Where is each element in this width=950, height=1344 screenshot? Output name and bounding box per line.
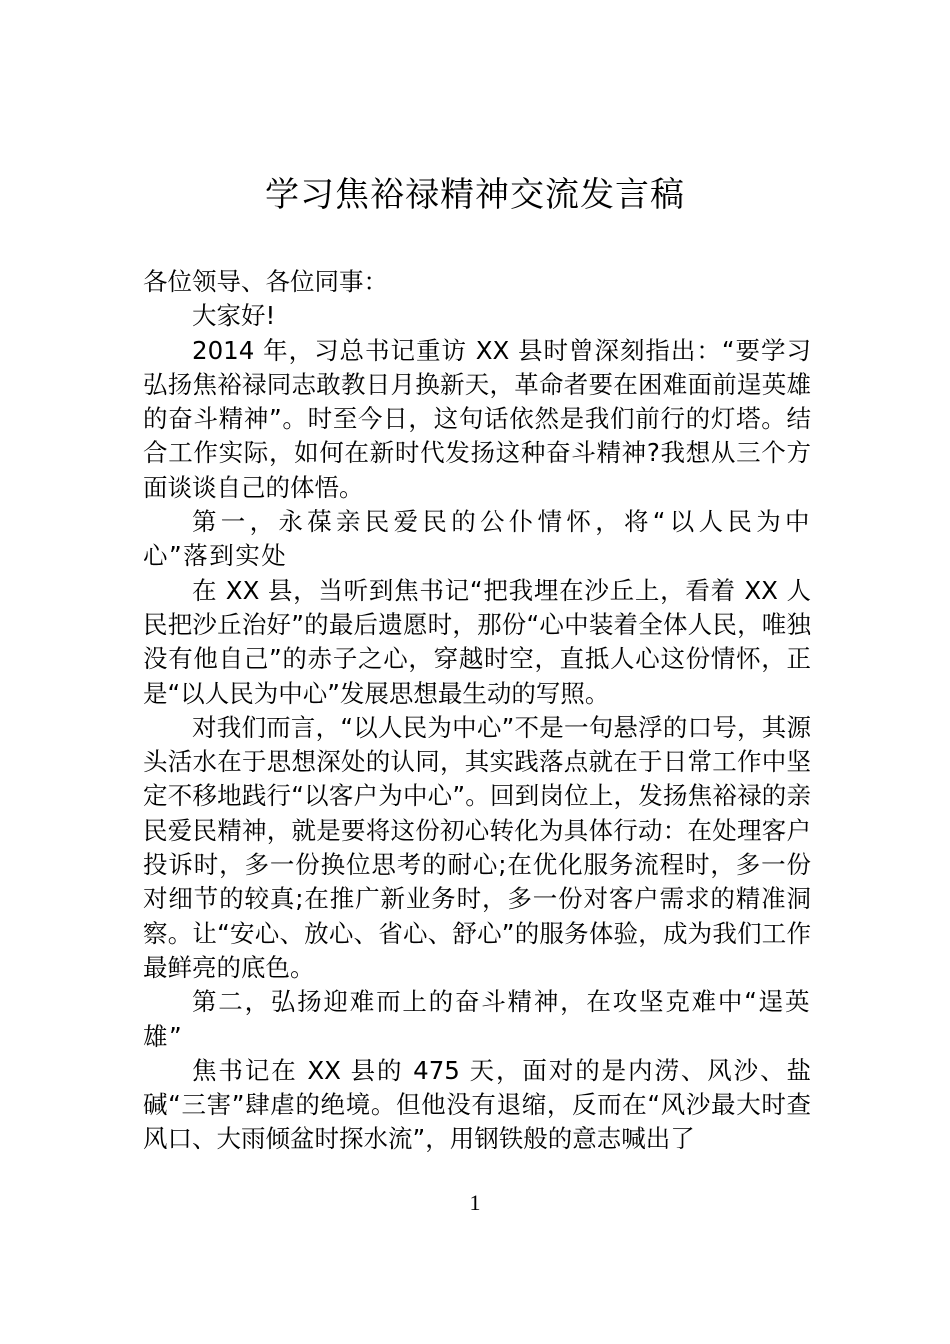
section-heading-1: 第一，永葆亲民爱民的公仆情怀，将“以人民为中心”落到实处 bbox=[143, 507, 811, 571]
page-number: 1 bbox=[469, 1190, 481, 1215]
document-body bbox=[143, 265, 811, 1157]
paragraph-intro: 2014 年，习总书记重访 XX 县时曾深刻指出：“要学习弘扬焦裕禄同志敢教日月换新天，革命者要在困难面前逞英雄的奋斗精神”。时至今日，这句话依然是我们前行的灯塔。结合工作实际，如何在新时代发扬这种奋斗精神?我想从三个方面谈谈自己的体悟。 bbox=[143, 335, 811, 502]
paragraph: 焦书记在 XX 县的 475 天，面对的是内涝、风沙、盐碱“三害”肆虐的绝境。但他没有退缩，反而在“风沙最大时查风口、大雨倾盆时探水流”，用钢铁般的意志喊出了 bbox=[143, 1055, 811, 1154]
greeting: 大家好! bbox=[192, 301, 276, 331]
section-heading-2: 第二，弘扬迎难而上的奋斗精神，在攻坚克难中“逞英雄” bbox=[143, 987, 811, 1051]
paragraph: 对我们而言，“以人民为中心”不是一句悬浮的口号，其源头活水在于思想深处的认同，其实践落点就在于日常工作中坚定不移地践行“以客户为中心”。回到岗位上，发扬焦裕禄的亲民爱民精神，就是要将这份初心转化为具体行动：在处理客户投诉时，多一份换位思考的耐心;在优化服务流程时，多一份对细节的较真;在推广新业务时，多一份对客户需求的精准洞察。让“安心、放心、省心、舒心”的服务体验，成为我们工作最鲜亮的底色。 bbox=[143, 712, 811, 982]
document-title: 学习焦裕禄精神交流发言稿 bbox=[265, 175, 685, 215]
salutation: 各位领导、各位同事： bbox=[143, 267, 388, 296]
paragraph: 在 XX 县，当听到焦书记“把我埋在沙丘上，看着 XX 人民把沙丘治好”的最后遗愿时，那份“心中装着全体人民，唯独没有他自己”的赤子之心，穿越时空，直抵人心这份情怀，正是“以人民为中心”发展思想最生动的写照。 bbox=[143, 575, 811, 708]
